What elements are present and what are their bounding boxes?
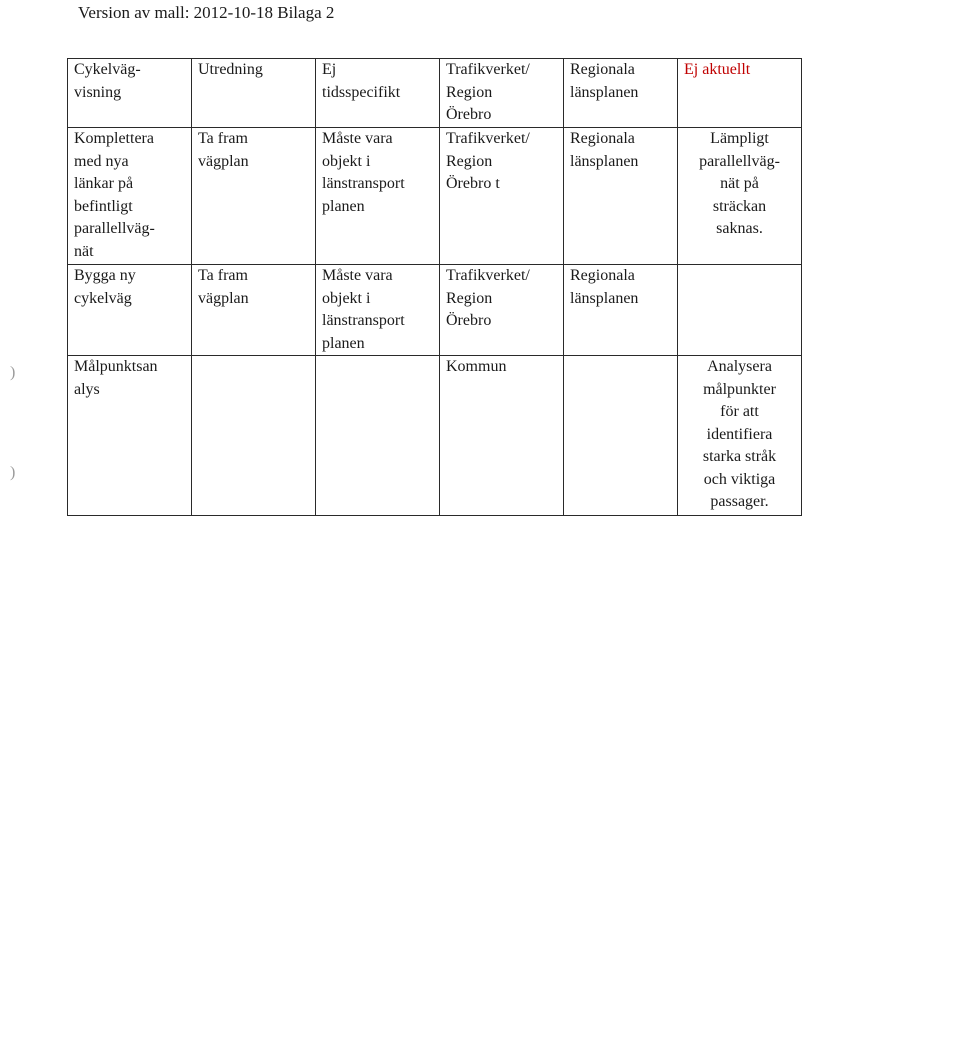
timing-cell: Måste vara objekt i länstransport planen (316, 265, 440, 356)
action-cell: Ta fram vägplan (192, 128, 316, 265)
funding-cell: Regionala länsplanen (564, 59, 678, 128)
comment-cell: Ej aktuellt (678, 59, 802, 128)
table-row (68, 59, 802, 128)
action-cell (192, 356, 316, 516)
comment-cell (678, 265, 802, 356)
table-row (68, 356, 802, 516)
measure-cell: Komplettera med nya länkar på befintligt parallellväg- nät (68, 128, 192, 265)
comment-cell: Analysera målpunkter för att identifiera starka stråk och viktiga passager. (678, 356, 802, 516)
responsible-cell: Kommun (440, 356, 564, 516)
document-header: Version av mall: 2012-10-18 Bilaga 2 (78, 3, 335, 22)
measure-cell: Bygga ny cykelväg (68, 265, 192, 356)
table-row (68, 265, 802, 356)
margin-bracket-mark: ) (10, 364, 16, 381)
funding-cell: Regionala länsplanen (564, 265, 678, 356)
funding-cell: Regionala länsplanen (564, 128, 678, 265)
measure-cell: Målpunktsan alys (68, 356, 192, 516)
action-cell: Utredning (192, 59, 316, 128)
action-cell: Ta fram vägplan (192, 265, 316, 356)
responsible-cell: Trafikverket/ Region Örebro (440, 59, 564, 128)
measure-cell: Cykelväg- visning (68, 59, 192, 128)
comment-cell: Lämpligt parallellväg- nät på sträckan saknas. (678, 128, 802, 265)
timing-cell (316, 356, 440, 516)
responsible-cell: Trafikverket/ Region Örebro t (440, 128, 564, 265)
table-row (68, 128, 802, 265)
timing-cell: Ej tidsspecifikt (316, 59, 440, 128)
measures-table (67, 58, 802, 516)
responsible-cell: Trafikverket/ Region Örebro (440, 265, 564, 356)
margin-bracket-mark: ) (10, 464, 16, 481)
funding-cell (564, 356, 678, 516)
timing-cell: Måste vara objekt i länstransport planen (316, 128, 440, 265)
